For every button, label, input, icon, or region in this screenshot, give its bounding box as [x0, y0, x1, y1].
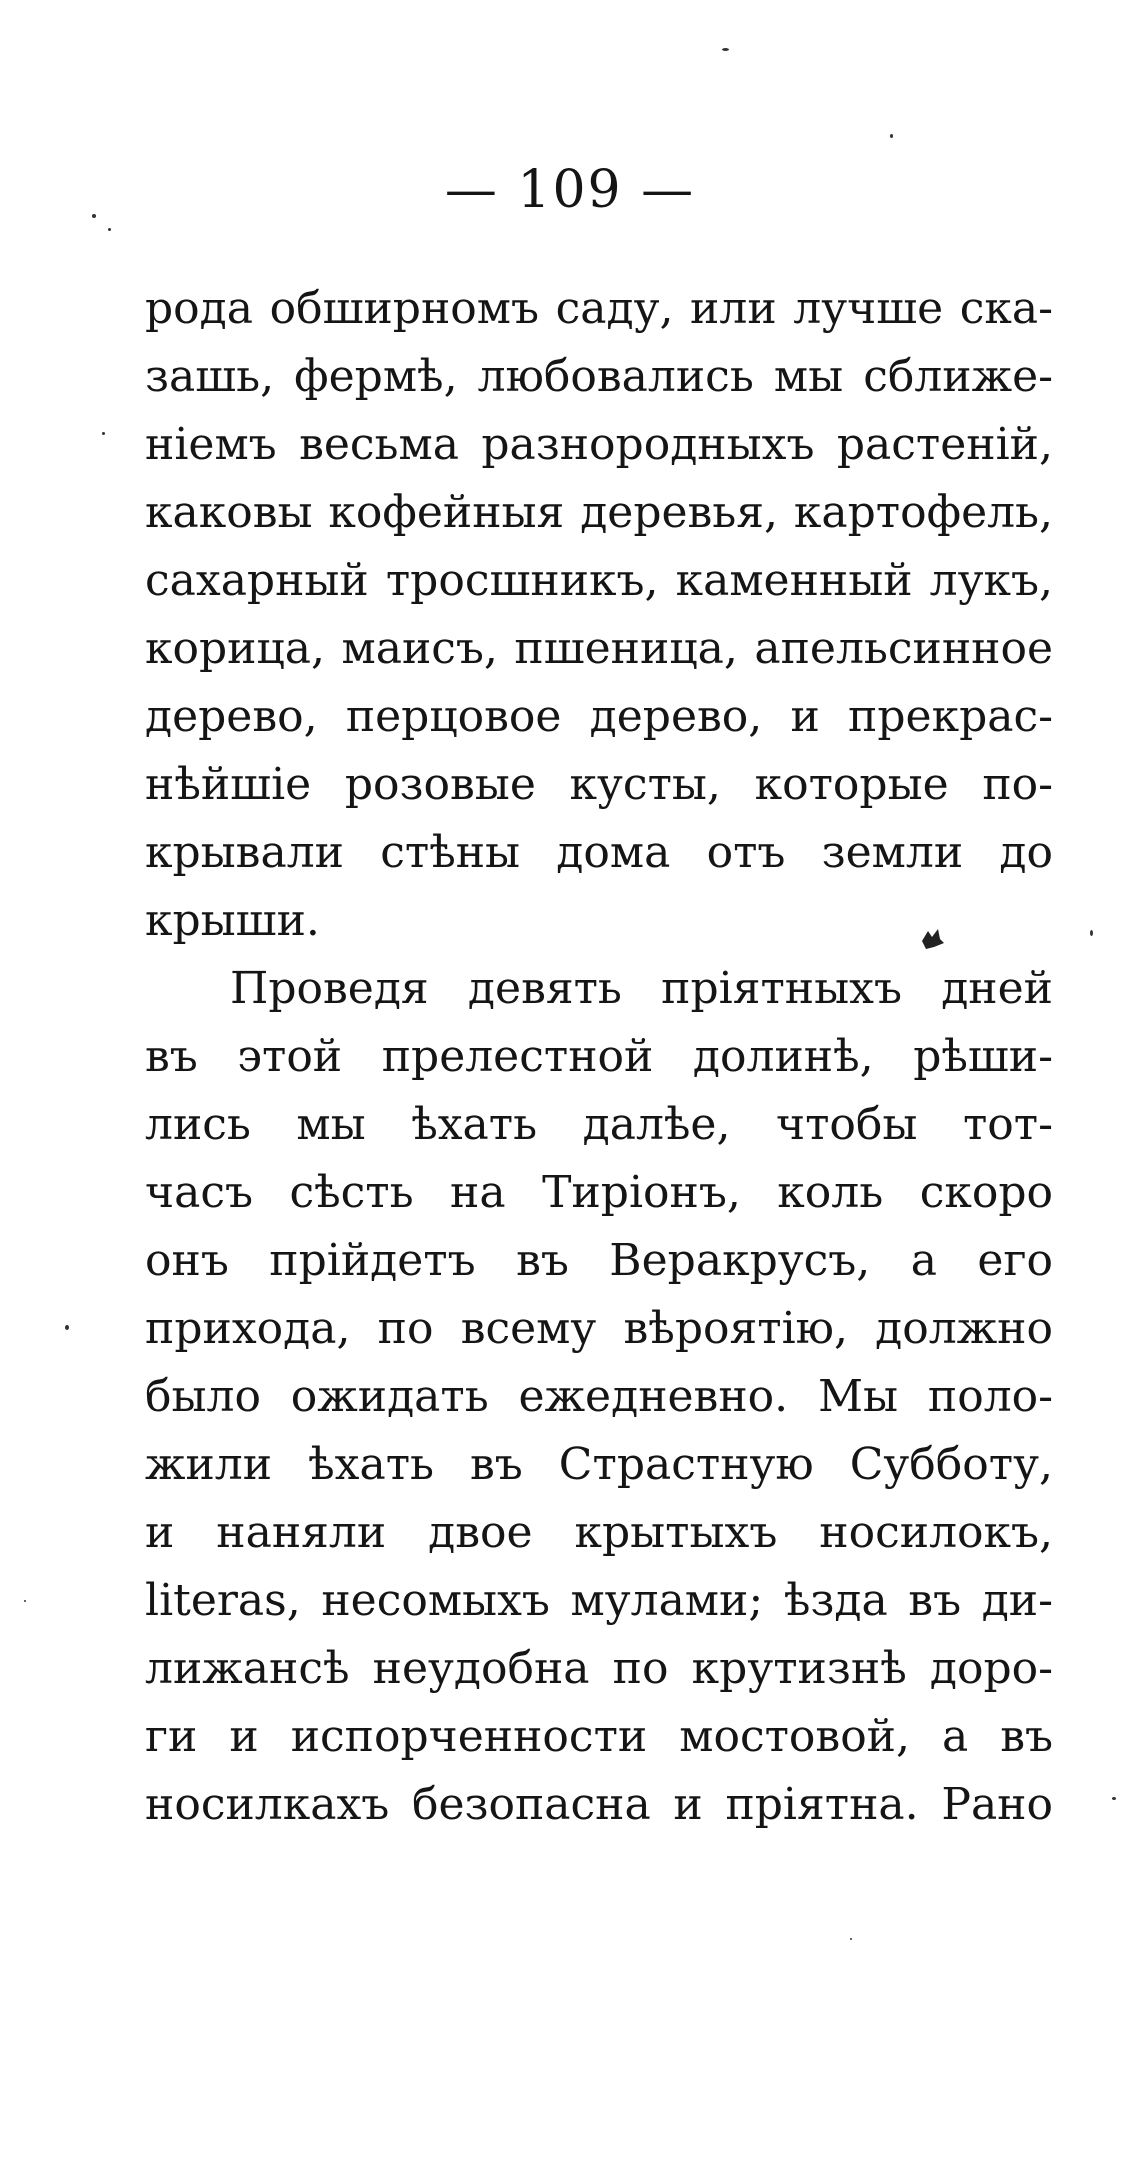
text-line: literas, несомыхъ мулами; ѣзда въ ди- [145, 1575, 1053, 1626]
text-line: зашь, фермѣ, любовались мы сближе- [145, 351, 1053, 402]
text-line: носилкахъ безопасна и прiятна. Рано [145, 1779, 1053, 1830]
ink-speck [850, 1938, 852, 1940]
text-line: лись мы ѣхать далѣе, чтобы тот- [145, 1099, 1053, 1150]
text-line: сахарный тросшникъ, каменный лукъ, [145, 555, 1053, 606]
ink-speck [1090, 930, 1093, 936]
text-line: крыши. [145, 895, 320, 946]
text-line: было ожидать ежедневно. Мы поло- [145, 1371, 1053, 1422]
ink-speck [722, 48, 729, 51]
text-line: прихода, по всему вѣроятiю, должно [145, 1303, 1053, 1354]
ink-speck [92, 214, 96, 218]
paragraph-2 [145, 955, 1053, 1839]
ink-speck [24, 1600, 26, 1602]
text-line: онъ прiйдетъ въ Веракрусъ, а его [145, 1235, 1053, 1286]
body-text [145, 275, 1053, 1839]
text-line: нѣйшiе розовые кусты, которые по- [145, 759, 1053, 810]
text-line: нiемъ весьма разнородныхъ растенiй, [145, 419, 1053, 470]
text-line: Проведя девять прiятныхъ дней [230, 963, 1053, 1014]
text-line: жили ѣхать въ Страстную Субботу, [145, 1439, 1053, 1490]
ink-speck [65, 1325, 69, 1330]
ink-speck [102, 432, 105, 435]
text-line: рода обширномъ саду, или лучше ска- [145, 283, 1053, 334]
ink-speck [1112, 1797, 1116, 1800]
text-line: дерево, перцовое дерево, и прекрас- [145, 691, 1053, 742]
ink-speck [108, 228, 111, 231]
ink-blot-icon [918, 925, 946, 953]
ink-speck [890, 134, 893, 138]
paragraph-1 [145, 275, 1053, 955]
text-line: и наняли двое крытыхъ носилокъ, [145, 1507, 1053, 1558]
text-line: корица, маисъ, пшеница, апельсинное [145, 623, 1053, 674]
text-line: крывали стѣны дома отъ земли до [145, 827, 1053, 878]
text-line: лижансѣ неудобна по крутизнѣ доро- [145, 1643, 1053, 1694]
page-number: — 109 — [444, 160, 696, 220]
text-line: ги и испорченности мостовой, а въ [145, 1711, 1053, 1762]
text-line: каковы кофейныя деревья, картофель, [145, 487, 1053, 538]
text-line: часъ сѣсть на Тирiонъ, коль скоро [145, 1167, 1053, 1218]
text-line: въ этой прелестной долинѣ, рѣши- [145, 1031, 1053, 1082]
